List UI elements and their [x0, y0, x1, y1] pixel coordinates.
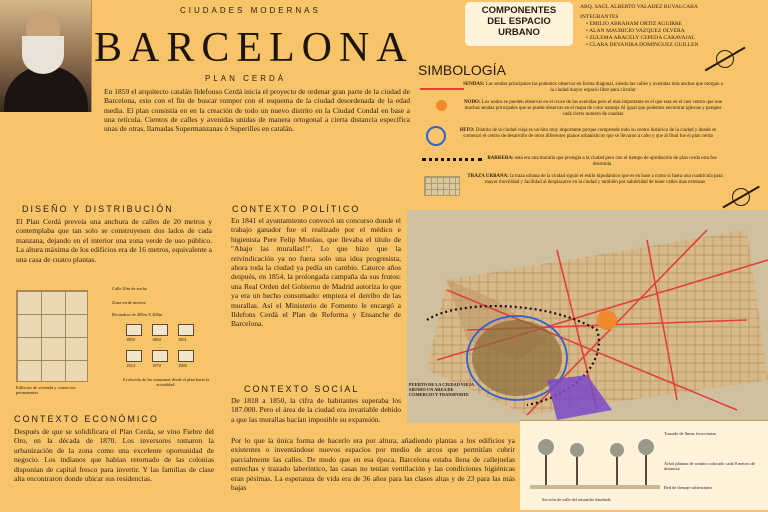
year-label: 1924 — [126, 363, 135, 368]
block-evolution-icon — [152, 324, 168, 336]
politico-paragraph: En 1841 el ayuntamiento convocó un concurso donde el trabajo ganador fue el realizado por el médico e higienista Pere Felip Monlau, que llevaba el título de "Abajo las murallas!!". Lo que hizo que la reivindicación ya no fuera solo una idea progresista, ahora toda la ciudad ya pedía un cambio. Catorce años después, en 1854, la prolongada campaña da sus frutos: una Real Orden del Gobierno de Madrid autoriza lo que ya era un hecho consumado: empieza el derribo de las murallas. Así el Ministerio de Fomento le encargó a Ildefons Cerdà el Plan de Reforma y Ensanche de Barcelona. — [231, 216, 401, 329]
main-title: BARCELONA — [94, 25, 414, 71]
components-title-box — [465, 2, 573, 46]
credits — [580, 4, 766, 49]
label-block: Recuadros de 400m X 400m — [112, 312, 163, 317]
symbology-sendas: SENDAS: Las sendas principales las podemos observar en forma diagonal, siendo las calles y avenidas más anchas que otorgan a la ciudad mayor espacio libre para circular — [463, 82, 723, 94]
year-label: 1970 — [152, 363, 161, 368]
subtitle: PLAN CERDÁ — [205, 74, 287, 83]
section-caption: Sección de calle del ensanche diseñado — [542, 497, 611, 502]
diseno-paragraph: El Plan Cerdá preveía una anchura de calles de 20 metros y contemplaba que tan solo se construyesen dos lados de cada manzana, dejando en el interior una zona verde de uso público. La altura máxima de los edificios era de 16 metros, equivalente a una casa de cuatro plantas. — [16, 217, 212, 264]
street-section-drawing — [530, 431, 660, 489]
economico-paragraph: Después de que se solidificara el Plan Cerda, se vino Fiebre del Oro, en la década de 1870. Los inversores tomaron la urbanización de la zona como una excelente oportunidad de negocio. Los indianos que habían retornado de las colonias disponían de capital fresco para invertir. Y las familias de clase alta encontraron donde ubicar sus residencias. — [14, 427, 214, 484]
tree-trunk-icon — [645, 455, 647, 485]
social-paragraph-wide: Por lo que la única forma de hacerlo era por altura, añadiendo plantas a los edificios ya existentes o inventándose nuevos espacios por medio de arcos que permitían cubrir parcialmente las calles. De modo que en esa época, Barcelona estaba llena de callejuelas estrechas y trazado laberíntico, las casas no tenían ventilación y las condiciones higiénicas eran pésimas. La esperanza de vida era de 36 años para las clases altas y de 23 para las más bajas — [231, 436, 515, 493]
street-surface — [530, 485, 660, 489]
block-evolution-icon — [126, 350, 142, 362]
label-drain: Red de drenaje subterráneo — [664, 485, 712, 490]
block-evolution-icon — [178, 350, 194, 362]
member-item: • ZULEMA ARACELY CEPEDA CARAVAJAL — [586, 35, 696, 41]
tree-icon — [638, 439, 654, 455]
label-street: Calle 20m de ancho — [112, 286, 147, 291]
map-caption: PUERTO DE LA CIUDAD VIEJA SIENDO UN AREA DE COMERCIO Y TRANSPORTE — [409, 382, 474, 398]
year-label: 1891 — [178, 337, 187, 342]
year-label: 1988 — [178, 363, 187, 368]
nodo-dot-icon — [436, 100, 447, 111]
label-green: Zona verde interior — [112, 300, 146, 305]
label-buildings: Edificios de vivienda y comercios permanentes — [16, 385, 76, 396]
social-paragraph: De 1818 a 1850, la cifra de habitantes superaba los 187.000. Pero el área de la ciudad era invariable debido a que las murallas hacían imposible su expansión. — [231, 396, 401, 424]
hito-circle-icon — [426, 126, 446, 146]
member-item: • EMILIO ABRAHAM ORTIZ AGUIRRE — [586, 21, 683, 27]
symbology-barrera: BARRERA: esta era una muralla que protegía a la ciudad pero con el tiempo de aprobación de plan cerda esta fue destruida — [487, 156, 717, 168]
year-label: 1860 — [152, 337, 161, 342]
label-evolution: Evolución de las manzanas desde el plan hasta la actualidad. — [122, 377, 210, 388]
symbology-traza: TRAZA URBANA: la traza urbana de la ciudad siguió el estilo hipodámico que es en base a como si fuera una cuadrícula para mayor movilidad y facilidad al desplazarce en la ciudad y también por salubridad de tener calles mas extensas — [467, 174, 723, 186]
block-evolution-icon — [126, 324, 142, 336]
tree-icon — [610, 443, 624, 457]
block-plan-image — [16, 290, 88, 382]
sendas-line-icon — [420, 88, 464, 90]
members-label: INTEGRANTES — [580, 14, 619, 20]
tree-icon — [538, 439, 554, 455]
label-trees: Árbol plátano de sombra colocado cada 8 metros de distancia — [664, 461, 756, 472]
tree-trunk-icon — [576, 457, 578, 485]
diseno-title: DISEÑO Y DISTRIBUCIÓN — [22, 204, 174, 214]
architect-name: ARQ. SAÚL ALBERTO VALADEZ RUVALCABA — [580, 4, 698, 10]
member-item: • CLARA DEYANIRA DOMINGUEZ GUILLEN — [586, 42, 699, 48]
politico-title: CONTEXTO POLÍTICO — [232, 204, 361, 214]
social-title: CONTEXTO SOCIAL — [244, 384, 360, 394]
components-title: COMPONENTES DEL ESPACIO URBANO — [481, 5, 557, 38]
eyebrow-title: CIUDADES MODERNAS — [180, 6, 321, 15]
street-section-panel — [520, 420, 768, 510]
symbology-nodo: NODO: Los nodos se pueden observar en el cruce de las avenidas pero el más importante es el que esta en el casi centro que une muchas sendas principales que se puede observar en el mapa de color naranja Al igual que podemos encontrar iglesias y parques cada cierto numero de cuadras — [463, 100, 723, 118]
symbology-hito: HITO: Distrito de la ciudad vieja es un hito muy importante porque comprende todo su centro histórico de la ciudad y donde se comenzó el centro de desarrollo de otros diferentes planos urbanísticos que se llevaron a cabo y que al final fue el plan cerda — [459, 128, 717, 140]
barrera-dotted-icon — [422, 158, 482, 161]
symbology-title: SIMBOLOGÍA — [418, 62, 506, 78]
block-evolution-icon — [152, 350, 168, 362]
tree-trunk-icon — [616, 457, 618, 485]
year-label: 1859 — [126, 337, 135, 342]
tree-trunk-icon — [545, 455, 547, 485]
economico-title: CONTEXTO ECONÓMICO — [14, 414, 159, 424]
main-node-marker — [597, 310, 617, 330]
label-rail: Trazado de líneas ferroviarias — [664, 431, 717, 436]
historic-city-map — [407, 210, 768, 423]
tree-icon — [570, 443, 584, 457]
intro-paragraph: En 1859 el arquitecto catalán Ildefonso Cerdá inicia el proyecto de ordenar gran parte de la ciudad de Barcelona, esto con el fin de buscar romper con el esquema de la ciudad desordenada de la edad media. El plan consistía en en la creación de todo un nuevo distrito en la Ciudad Condal en base a una retícula. Cientos de calles y avenidas unidas de manera ortogonal a cierta distancia específica unas de otras, llamadas Supermanzanas ó Superilles en catalán. — [104, 87, 410, 134]
block-evolution-icon — [178, 324, 194, 336]
traza-grid-icon — [424, 176, 460, 196]
cerda-portrait — [0, 0, 92, 112]
member-item: • ALAN MAURICIO VAZQUEZ OLVERA — [586, 28, 685, 34]
